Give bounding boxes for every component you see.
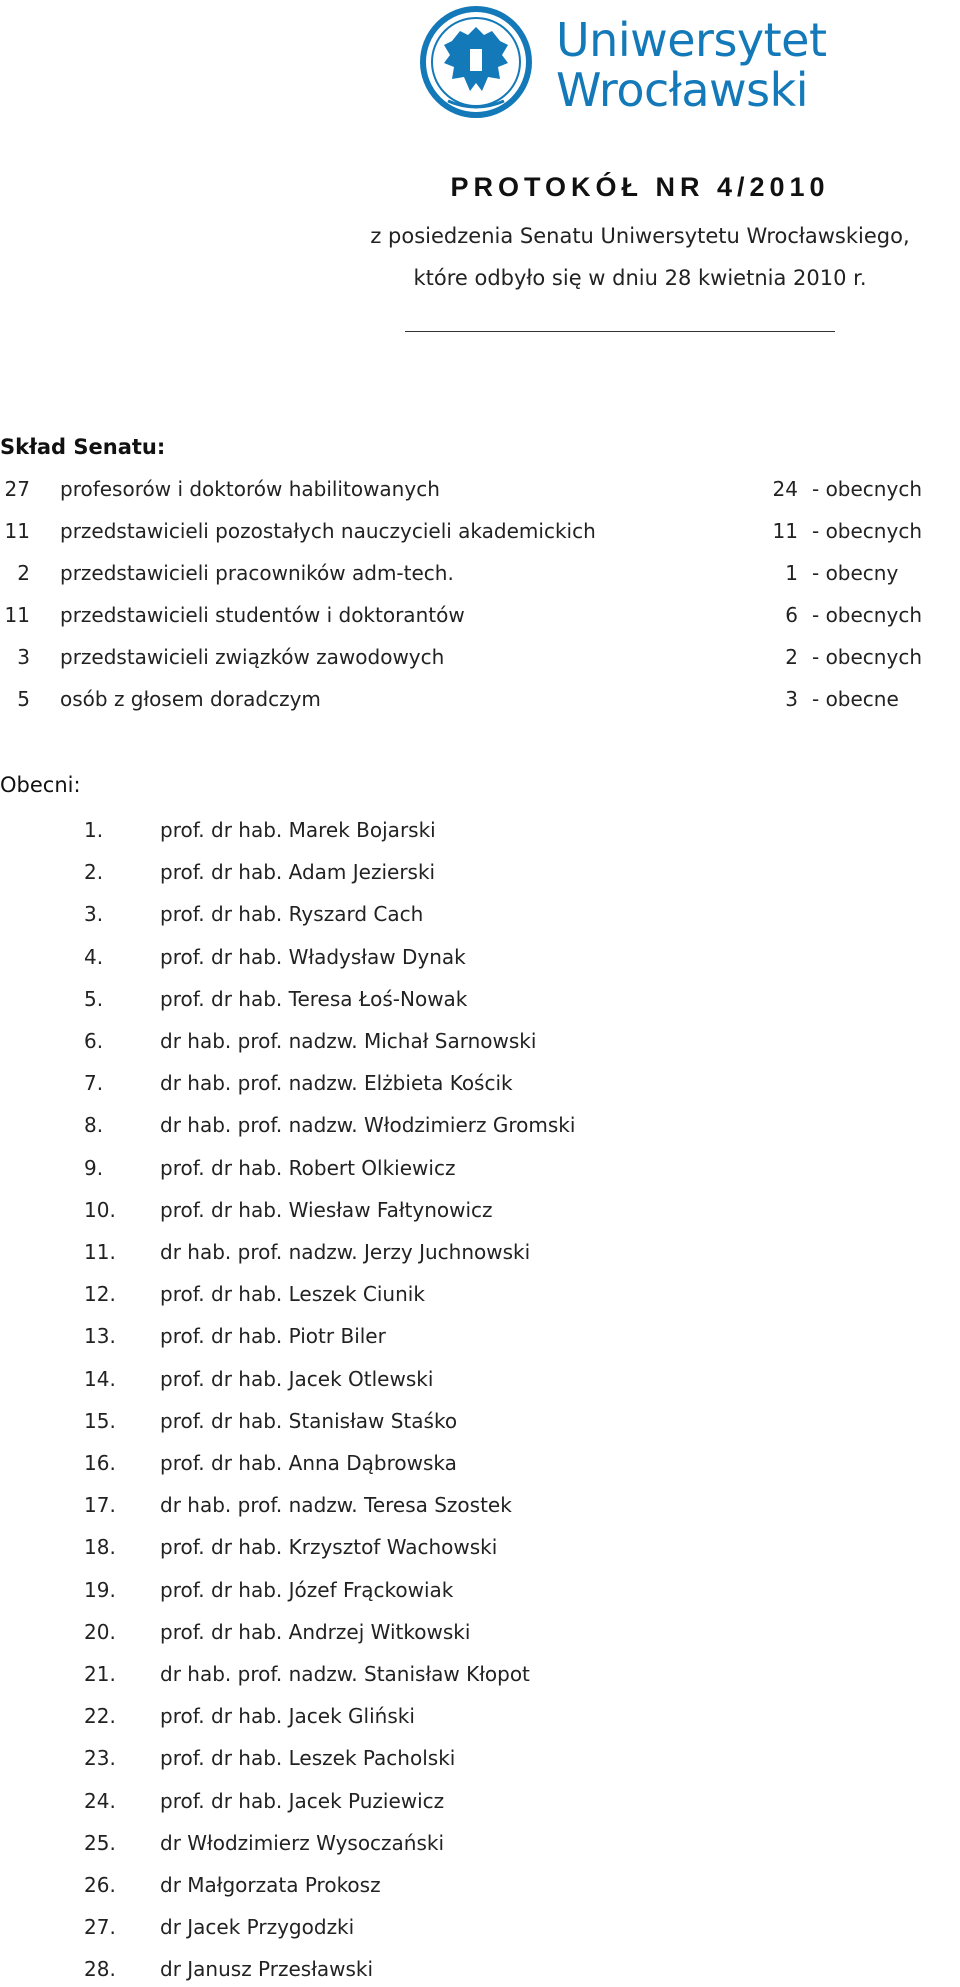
member-group: profesorów i doktorów habilitowanych bbox=[60, 477, 440, 501]
list-item-name: dr Włodzimierz Wysoczański bbox=[160, 1830, 445, 1855]
list-item-number: 9. bbox=[84, 1155, 104, 1180]
member-group: przedstawicieli pozostałych nauczycieli akademickich bbox=[60, 519, 596, 543]
member-group: przedstawicieli związków zawodowych bbox=[60, 645, 445, 669]
member-group: osób z głosem doradczym bbox=[60, 687, 321, 711]
list-item-number: 18. bbox=[84, 1535, 116, 1560]
list-item-number: 2. bbox=[84, 860, 104, 885]
list-item-number: 27. bbox=[84, 1915, 116, 1940]
logo-line-2: Wrocławski bbox=[556, 63, 809, 117]
divider-line bbox=[405, 331, 835, 332]
list-item-number: 4. bbox=[84, 944, 104, 969]
present-count: 3 bbox=[785, 687, 798, 711]
composition-row bbox=[0, 645, 960, 675]
present-status: - obecnych bbox=[812, 603, 922, 627]
present-count: 6 bbox=[785, 603, 798, 627]
list-item-name: prof. dr hab. Robert Olkiewicz bbox=[160, 1155, 456, 1180]
list-item-number: 28. bbox=[84, 1957, 116, 1982]
composition-row bbox=[0, 519, 960, 549]
list-item-number: 26. bbox=[84, 1873, 116, 1897]
list-item-name: prof. dr hab. Leszek Pacholski bbox=[160, 1746, 456, 1771]
present-status: - obecnych bbox=[812, 645, 922, 669]
list-item-number: 7. bbox=[84, 1071, 104, 1096]
list-item-number: 23. bbox=[84, 1746, 116, 1771]
list-item-name: dr Jacek Przygodzki bbox=[160, 1915, 355, 1940]
member-count: 2 bbox=[17, 561, 30, 585]
list-item-name: prof. dr hab. Teresa Łoś-Nowak bbox=[160, 986, 468, 1011]
university-logo bbox=[418, 5, 827, 120]
present-status: - obecnych bbox=[812, 477, 922, 501]
list-item-number: 24. bbox=[84, 1788, 116, 1813]
list-item-name: prof. dr hab. Jacek Otlewski bbox=[160, 1366, 434, 1391]
list-item-number: 13. bbox=[84, 1324, 116, 1349]
subtitle-line-1: z posiedzenia Senatu Uniwersytetu Wrocławskiego, bbox=[370, 224, 910, 248]
university-eagle-seal-icon bbox=[418, 5, 538, 120]
list-item-name: dr hab. prof. nadzw. Michał Sarnowski bbox=[160, 1029, 537, 1053]
list-item-number: 16. bbox=[84, 1451, 116, 1475]
member-count: 11 bbox=[4, 519, 30, 543]
logo-line-1: Uniwersytet bbox=[556, 13, 827, 67]
present-status: - obecny bbox=[812, 561, 899, 585]
present-status: - obecnych bbox=[812, 519, 922, 543]
member-count: 27 bbox=[4, 477, 30, 501]
list-item-name: prof. dr hab. Jacek Puziewicz bbox=[160, 1788, 445, 1813]
list-item-number: 8. bbox=[84, 1113, 104, 1138]
list-item-number: 17. bbox=[84, 1493, 116, 1518]
list-item-name: dr hab. prof. nadzw. Elżbieta Kościk bbox=[160, 1071, 513, 1096]
list-item-number: 11. bbox=[84, 1240, 116, 1264]
list-item-name: prof. dr hab. Stanisław Staśko bbox=[160, 1408, 458, 1433]
list-item-name: dr Janusz Przesławski bbox=[160, 1957, 374, 1982]
list-item-name: dr hab. prof. nadzw. Teresa Szostek bbox=[160, 1493, 512, 1518]
logo-wordmark bbox=[556, 15, 827, 115]
list-item-name: prof. dr hab. Piotr Biler bbox=[160, 1324, 386, 1349]
present-count: 1 bbox=[785, 561, 798, 585]
composition-row bbox=[0, 477, 960, 507]
list-item-name: prof. dr hab. Leszek Ciunik bbox=[160, 1282, 425, 1307]
list-item-name: dr Małgorzata Prokosz bbox=[160, 1873, 381, 1897]
list-item-name: prof. dr hab. Jacek Gliński bbox=[160, 1704, 415, 1729]
composition-row bbox=[0, 561, 960, 591]
list-item-name: prof. dr hab. Ryszard Cach bbox=[160, 902, 424, 927]
list-item-number: 20. bbox=[84, 1619, 116, 1644]
present-count: 2 bbox=[785, 645, 798, 669]
list-item-name: prof. dr hab. Adam Jezierski bbox=[160, 860, 436, 885]
list-item-name: prof. dr hab. Marek Bojarski bbox=[160, 818, 436, 842]
subtitle-line-2: które odbyło się w dniu 28 kwietnia 2010 r. bbox=[413, 266, 867, 290]
list-item-name: dr hab. prof. nadzw. Jerzy Juchnowski bbox=[160, 1240, 531, 1264]
present-status: - obecne bbox=[812, 687, 899, 711]
member-count: 5 bbox=[17, 687, 30, 711]
list-item-number: 10. bbox=[84, 1197, 116, 1222]
list-item-name: dr hab. prof. nadzw. Stanisław Kłopot bbox=[160, 1662, 530, 1686]
list-item-name: dr hab. prof. nadzw. Włodzimierz Gromski bbox=[160, 1113, 576, 1138]
present-count: 11 bbox=[772, 519, 798, 543]
list-item-number: 21. bbox=[84, 1662, 116, 1686]
list-item-number: 19. bbox=[84, 1577, 116, 1602]
member-group: przedstawicieli studentów i doktorantów bbox=[60, 603, 465, 627]
member-count: 11 bbox=[4, 603, 30, 627]
composition-row bbox=[0, 603, 960, 633]
list-item-name: prof. dr hab. Krzysztof Wachowski bbox=[160, 1535, 498, 1560]
list-item-name: prof. dr hab. Wiesław Fałtynowicz bbox=[160, 1197, 493, 1222]
list-item-name: prof. dr hab. Władysław Dynak bbox=[160, 944, 466, 969]
list-item-number: 5. bbox=[84, 986, 104, 1011]
list-item-name: prof. dr hab. Anna Dąbrowska bbox=[160, 1451, 457, 1475]
list-item-number: 14. bbox=[84, 1366, 116, 1391]
document-title: PROTOKÓŁ NR 4/2010 bbox=[450, 172, 830, 202]
list-item-number: 1. bbox=[84, 818, 104, 842]
member-count: 3 bbox=[17, 645, 30, 669]
list-item-name: prof. dr hab. Józef Frąckowiak bbox=[160, 1577, 454, 1602]
present-count: 24 bbox=[772, 477, 798, 501]
list-item-number: 22. bbox=[84, 1704, 116, 1729]
list-item-number: 25. bbox=[84, 1830, 116, 1855]
member-group: przedstawicieli pracowników adm-tech. bbox=[60, 561, 454, 585]
composition-heading: Skład Senatu: bbox=[0, 435, 166, 459]
list-item-number: 15. bbox=[84, 1408, 116, 1433]
list-item-name: prof. dr hab. Andrzej Witkowski bbox=[160, 1619, 471, 1644]
list-item-number: 12. bbox=[84, 1282, 116, 1307]
composition-row bbox=[0, 687, 960, 717]
list-item-number: 3. bbox=[84, 902, 104, 927]
present-heading: Obecni: bbox=[0, 773, 81, 797]
list-item-number: 6. bbox=[84, 1029, 104, 1053]
